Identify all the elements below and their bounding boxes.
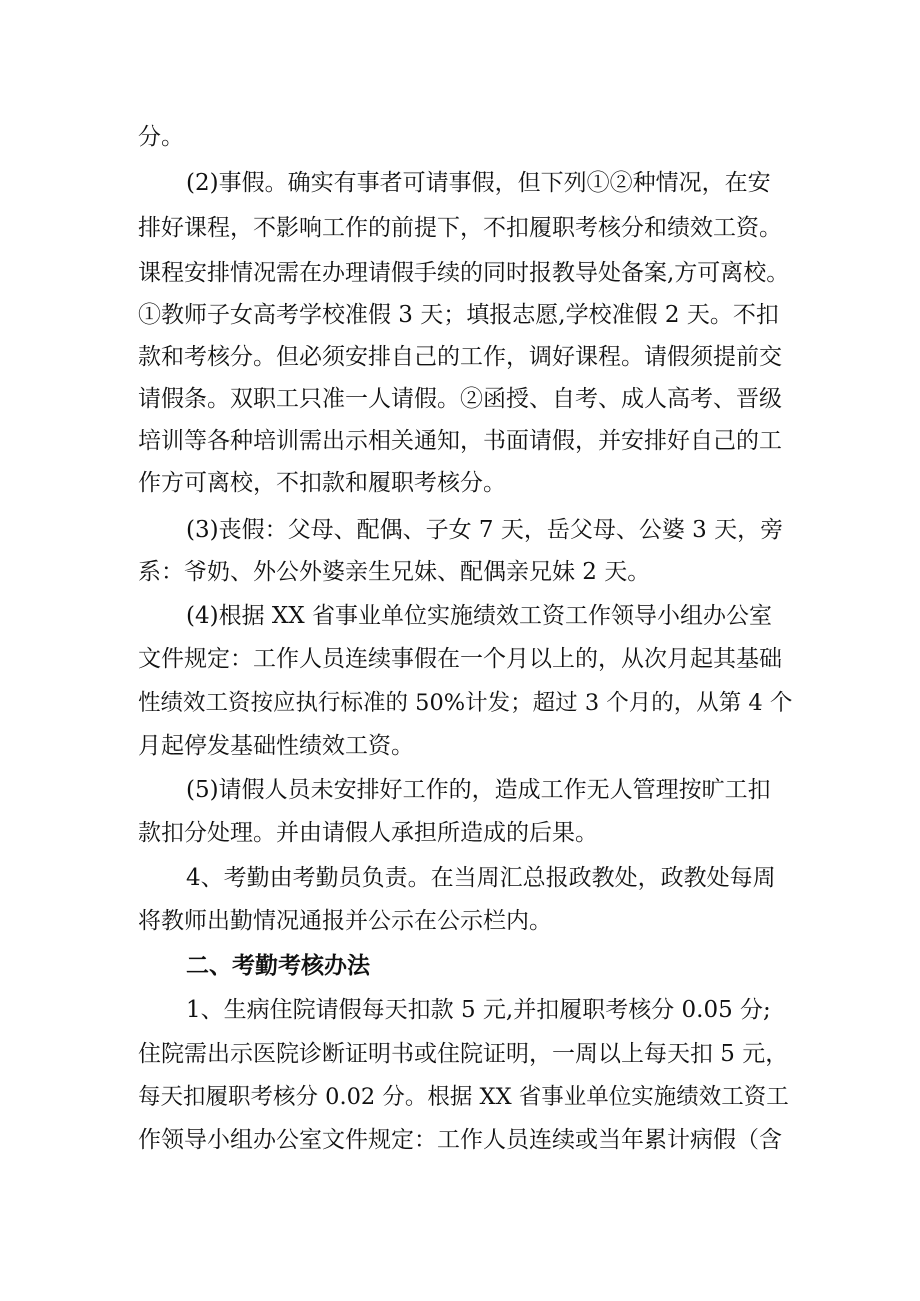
text-line: (3)丧假：父母、配偶、子女 7 天，岳父母、公婆 3 天，旁 [186, 517, 784, 543]
text-line: 款扣分处理。并由请假人承担所造成的后果。 [138, 820, 598, 846]
text-line: 4、考勤由考勤员负责。在当周汇总报政教处，政教处每周 [186, 865, 776, 891]
text-line: 文件规定：工作人员连续事假在一个月以上的，从次月起其基础 [138, 646, 782, 672]
text-line: 培训等各种培训需出示相关通知，书面请假，并安排好自己的工 [138, 428, 782, 454]
text-line: 作方可离校，不扣款和履职考核分。 [138, 470, 506, 496]
text-line: 课程安排情况需在办理请假手续的同时报教导处备案,方可离校。 [138, 260, 790, 286]
text-line: (4)根据 XX 省事业单位实施绩效工资工作领导小组办公室 [186, 603, 772, 629]
text-line: 系：爷奶、外公外婆亲生兄妹、配偶亲兄妹 2 天。 [138, 559, 651, 585]
text-line: 将教师出勤情况通报并公示在公示栏内。 [138, 908, 552, 934]
text-line: (2)事假。确实有事者可请事假，但下列①②种情况，在安 [186, 170, 771, 196]
text-line: 月起停发基础性绩效工资。 [138, 733, 414, 759]
text-line: 分。 [138, 124, 184, 150]
text-line: 每天扣履职考核分 0.02 分。根据 XX 省事业单位实施绩效工资工 [138, 1084, 789, 1110]
text-line: 款和考核分。但必须安排自己的工作，调好课程。请假须提前交 [138, 344, 782, 370]
text-line: (5)请假人员未安排好工作的，造成工作无人管理按旷工扣 [186, 777, 771, 803]
text-line: ①教师子女高考学校准假 3 天；填报志愿,学校准假 2 天。不扣 [138, 302, 779, 328]
text-line: 排好课程，不影响工作的前提下，不扣履职考核分和绩效工资。 [138, 215, 782, 241]
text-line: 请假条。双职工只准一人请假。②函授、自考、成人高考、晋级 [138, 386, 782, 412]
text-line: 住院需出示医院诊断证明书或住院证明，一周以上每天扣 5 元， [138, 1041, 789, 1067]
text-line: 性绩效工资按应执行标准的 50%计发；超过 3 个月的，从第 4 个 [138, 690, 793, 716]
text-line: 作领导小组办公室文件规定：工作人员连续或当年累计病假（含 [138, 1127, 782, 1153]
text-line: 1、生病住院请假每天扣款 5 元,并扣履职考核分 0.05 分; [186, 997, 771, 1023]
section-heading: 二、考勤考核办法 [186, 953, 370, 979]
